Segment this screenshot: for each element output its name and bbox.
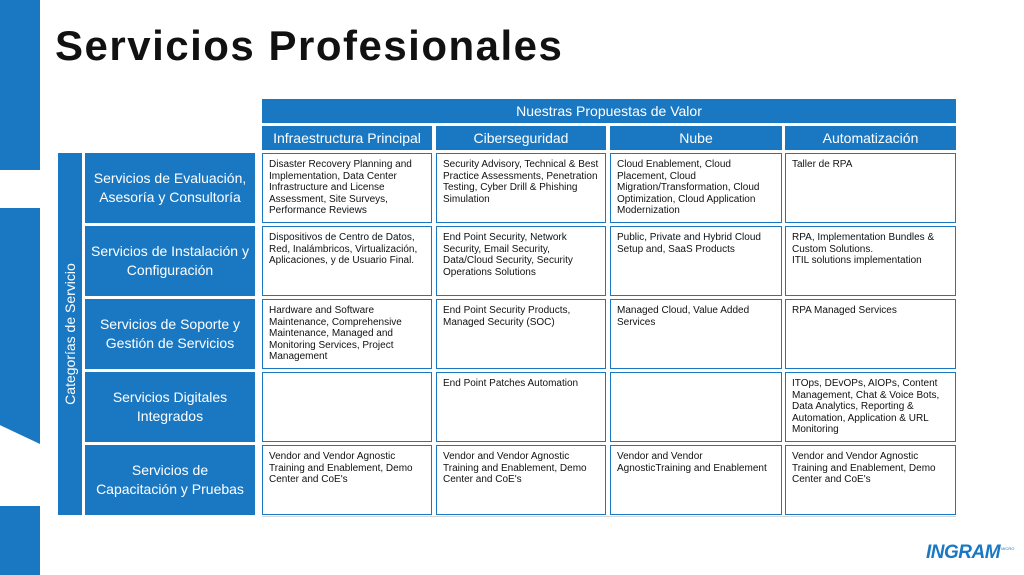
cell-capacitacion-infraestructura: Vendor and Vendor Agnostic Training and Enablement, Demo Center and CoE's — [262, 445, 432, 515]
decorative-bar-top — [0, 0, 40, 170]
cell-evaluacion-infraestructura: Disaster Recovery Planning and Implementation, Data Center Infrastructure and License Assessment, Site Surveys, Performance Reviews — [262, 153, 432, 223]
cell-soporte-nube: Managed Cloud, Value Added Services — [610, 299, 782, 369]
logo-micro-text: MICRO — [1001, 546, 1015, 551]
cell-digitales-nube — [610, 372, 782, 442]
decorative-bar-bottom — [0, 506, 40, 575]
cell-soporte-infraestructura: Hardware and Software Maintenance, Comprehensive Maintenance, Managed and Monitoring Services, Project Management — [262, 299, 432, 369]
cell-capacitacion-automatizacion: Vendor and Vendor Agnostic Training and Enablement, Demo Center and CoE's — [785, 445, 956, 515]
row-header-evaluacion: Servicios de Evaluación, Asesoría y Consultoría — [85, 153, 255, 223]
column-header-infraestructura: Infraestructura Principal — [262, 126, 432, 150]
decorative-bar-middle — [0, 208, 40, 444]
column-header-nube: Nube — [610, 126, 782, 150]
value-proposition-banner: Nuestras Propuestas de Valor — [262, 99, 956, 123]
column-header-automatizacion: Automatización — [785, 126, 956, 150]
cell-capacitacion-nube: Vendor and Vendor AgnosticTraining and Enablement — [610, 445, 782, 515]
cell-digitales-automatizacion: ITOps, DEvOPs, AIOPs, Content Management, Chat & Voice Bots, Data Analytics, Reporting & Automation, Application & URL Monitoring — [785, 372, 956, 442]
table-bottom-divider — [262, 516, 956, 517]
row-header-capacitacion: Servicios de Capacitación y Pruebas — [85, 445, 255, 515]
cell-capacitacion-ciberseguridad: Vendor and Vendor Agnostic Training and Enablement, Demo Center and CoE's — [436, 445, 606, 515]
cell-digitales-ciberseguridad: End Point Patches Automation — [436, 372, 606, 442]
cell-digitales-infraestructura — [262, 372, 432, 442]
cell-soporte-ciberseguridad: End Point Security Products, Managed Security (SOC) — [436, 299, 606, 369]
cell-instalacion-automatizacion: RPA, Implementation Bundles & Custom Solutions. ITIL solutions implementation — [785, 226, 956, 296]
column-header-ciberseguridad: Ciberseguridad — [436, 126, 606, 150]
cell-evaluacion-nube: Cloud Enablement, Cloud Placement, Cloud Migration/Transformation, Cloud Optimization, Cloud Application Modernization — [610, 153, 782, 223]
cell-soporte-automatizacion: RPA Managed Services — [785, 299, 956, 369]
service-categories-label — [58, 153, 82, 515]
cell-instalacion-infraestructura: Dispositivos de Centro de Datos, Red, Inalámbricos, Virtualización, Aplicaciones, y de Usuario Final. — [262, 226, 432, 296]
row-header-instalacion: Servicios de Instalación y Configuración — [85, 226, 255, 296]
slide-title: Servicios Profesionales — [55, 22, 564, 69]
row-header-digitales: Servicios Digitales Integrados — [85, 372, 255, 442]
ingram-micro-logo — [926, 542, 1014, 564]
cell-instalacion-ciberseguridad: End Point Security, Network Security, Email Security, Data/Cloud Security, Security Operations Solutions — [436, 226, 606, 296]
cell-evaluacion-ciberseguridad: Security Advisory, Technical & Best Practice Assessments, Penetration Testing, Cyber Drill & Phishing Simulation — [436, 153, 606, 223]
logo-wordmark: INGRAM — [926, 542, 1001, 563]
cell-instalacion-nube: Public, Private and Hybrid Cloud Setup and, SaaS Products — [610, 226, 782, 296]
row-header-soporte: Servicios de Soporte y Gestión de Servicios — [85, 299, 255, 369]
service-categories-text: Categorías de Servicio — [62, 263, 79, 405]
cell-evaluacion-automatizacion: Taller de RPA — [785, 153, 956, 223]
